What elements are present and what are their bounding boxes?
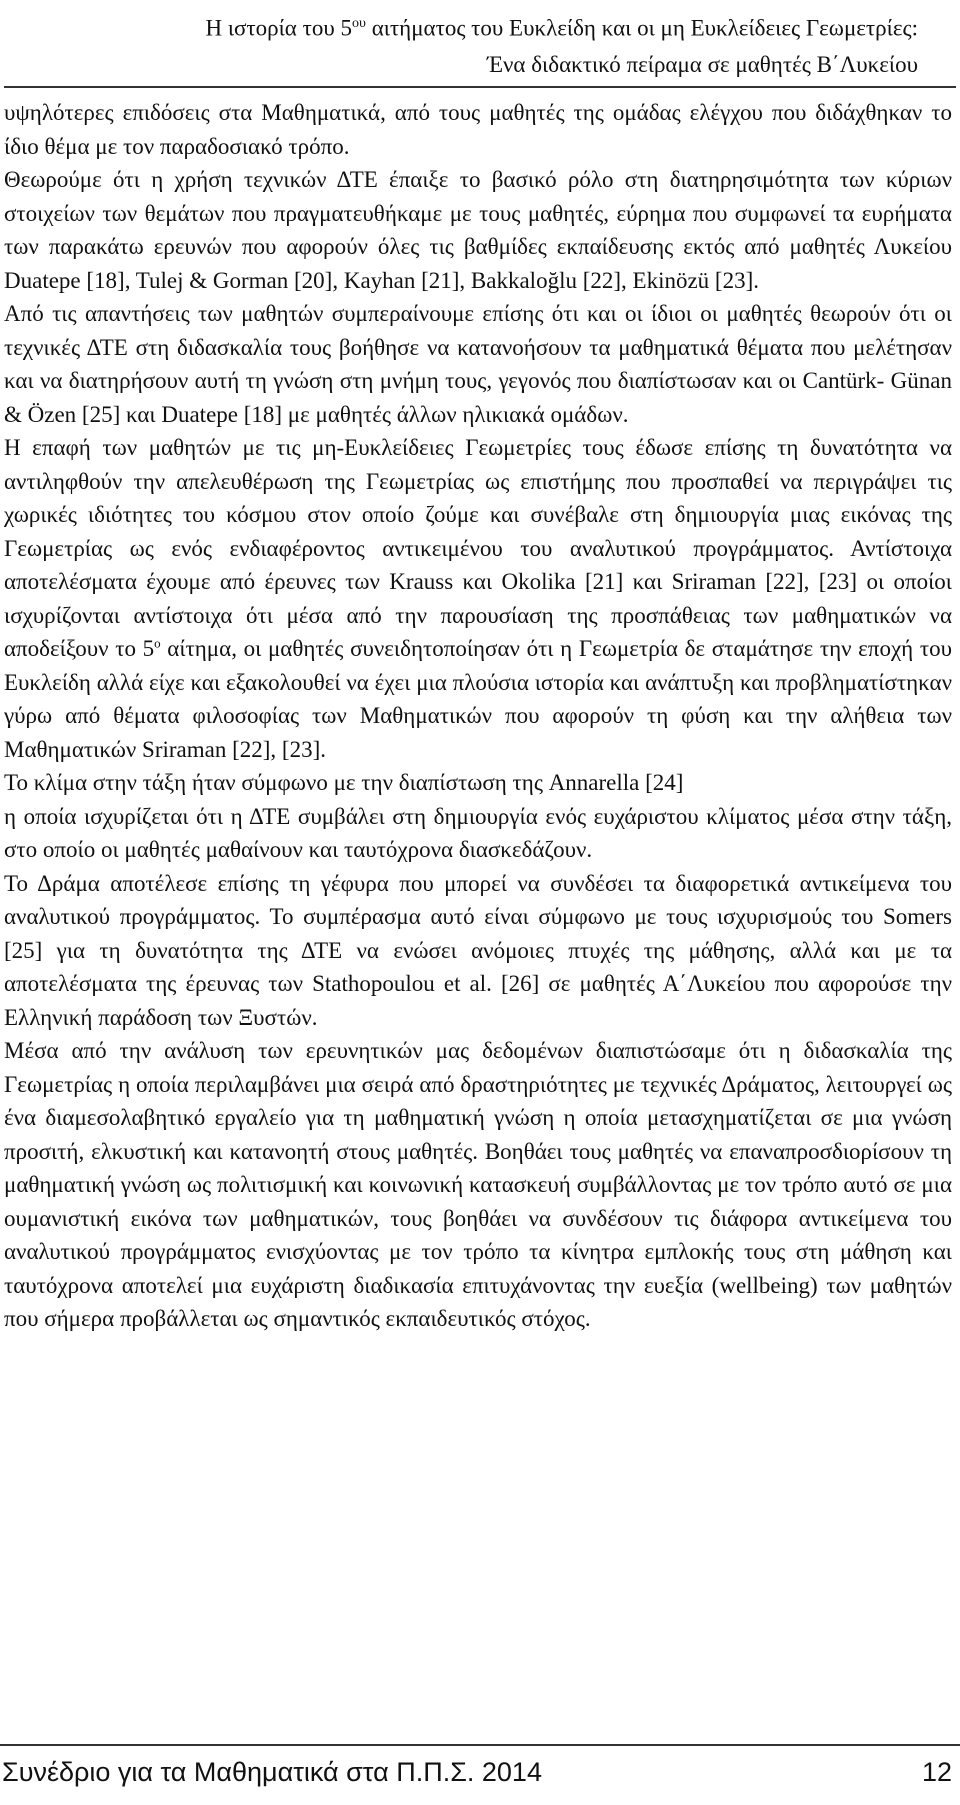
header-title-superscript: ου <box>352 16 366 31</box>
paragraph: υψηλότερες επιδόσεις στα Μαθηματικά, από τους μαθητές της ομάδας ελέγχου που διδάχθηκαν το ίδιο θέμα με τον παραδοσιακό τρόπο. <box>4 100 952 159</box>
document-body <box>4 96 952 1336</box>
header-title <box>20 6 918 47</box>
header-title-text-cont: αιτήματος του Ευκλείδη και οι μη Ευκλείδειες Γεωμετρίες: <box>365 15 918 41</box>
paragraph-text: η οποία ισχυρίζεται ότι η ΔΤΕ συμβάλει στη δημιουργία ενός ευχάριστου κλίματος μέσα στην τάξη, στο οποίο οι μαθητές μαθαίνουν και ταυτόχρονα διασκεδάζουν. <box>4 803 952 862</box>
paragraph <box>4 766 952 867</box>
page-number: 12 <box>921 1757 952 1787</box>
paragraph: Μέσα από την ανάλυση των ερευνητικών μας δεδομένων διαπιστώσαμε ότι η διδασκαλία της Γεωμετρίας η οποία περιλαμβάνει μια σειρά από δραστηριότητες με τεχνικές Δράματος, λειτουργεί ως ένα διαμεσολαβητικό εργαλείο για τη μαθηματική γνώση η οποία μετασχηματίζεται σε μια γνώση προσιτή, ελκυστική και κατανοητή στους μαθητές. Βοηθάει τους μαθητές να επαναπροσδιορίσουν τη μαθηματική γνώση ως πολιτισμική και κοινωνική κατασκευή συμβάλλοντας με τον τρόπο αυτό σε μια ουμανιστική εικόνα των μαθηματικών, τους βοηθάει να συνδέσουν τις διάφορα αντικείμενα του αναλυτικού προγράμματος ενισχύοντας με τον τρόπο τα κίνητρα εμπλοκής τους στη μάθηση και ταυτόχρονα αποτελεί μια ευχάριστη διαδικασία επιτυχάνοντας την ευεξία (wellbeing) των μαθητών που σήμερα προβάλλεται ως σημαντικός εκπαιδευτικός στόχος. <box>4 1038 952 1331</box>
header-divider <box>4 86 956 88</box>
paragraph: Από τις απαντήσεις των μαθητών συμπεραίνουμε επίσης ότι και οι ίδιοι οι μαθητές θεωρούν ότι οι τεχνικές ΔΤΕ στη διδασκαλία τους βοήθησε να κατανοήσουν τα μαθηματικά θέματα που μελέτησαν και να διατηρήσουν αυτή τη γνώση στη μνήμη τους, γεγονός που διαπίστωσαν και οι Cantürk- Günan & Özen [25] και Duatepe [18] με μαθητές άλλων ηλικιακά ομάδων. <box>4 301 952 427</box>
paragraph: Θεωρούμε ότι η χρήση τεχνικών ΔΤΕ έπαιξε το βασικό ρόλο στη διατηρησιμότητα των κύριων στοιχείων των θεμάτων που πραγματευθήκαμε με τους μαθητές, εύρημα που συμφωνεί τα ευρήματα των παρακάτω ερευνών που αφορούν όλες τις βαθμίδες εκπαίδευσης εκτός από μαθητές Λυκείου Duatepe [18], Tulej & Gorman [20], Kayhan [21], Bakkaloğlu [22], Ekinözü [23]. <box>4 167 952 293</box>
paragraph-first-line: Το κλίμα στην τάξη ήταν σύμφωνο με την διαπίστωση της Annarella [24] <box>4 770 684 795</box>
footer-title: Συνέδριο για τα Μαθηματικά στα Π.Π.Σ. 2014 <box>2 1757 542 1787</box>
paragraph-text: Η επαφή των μαθητών με τις μη-Ευκλείδειες Γεωμετρίες τους έδωσε επίσης τη δυνατότητα να αντιληφθούν την απελευθέρωση της Γεωμετρίας ως επιστήμης που προσπαθεί να περιγράψει τις χωρικές ιδιότητες του κόσμου στον οποίο ζούμε και συνέβαλε στη δημιουργία μιας εικόνας της Γεωμετρίας ως ενός ενδιαφέροντος αντικειμένου του αναλυτικού προγράμματος. Αντίστοιχα αποτελέσματα έχουμε από έρευνες των Krauss και Okolika [21] και Sriraman [22], [23] οι οποίοι ισχυρίζονται αντίστοιχα ότι μέσα από την παρουσίαση της προσπάθειας των μαθηματικών να αποδείξουν το 5 <box>4 435 952 661</box>
footer-divider <box>0 1744 960 1746</box>
header-title-text: Η ιστορία του 5 <box>205 15 352 41</box>
paragraph-text: αίτημα, οι μαθητές συνειδητοποίησαν ότι η Γεωμετρία δε σταμάτησε την εποχή του Ευκλείδη αλλά είχε και εξακολουθεί να έχει μια πλούσια ιστορία και ανάπτυξη και προβληματίστηκαν γύρω από θέματα φιλοσοφίας των Μαθηματικών που αφορούν τη φύση και την αλήθεια των Μαθηματικών Sriraman [22], [23]. <box>4 636 952 762</box>
paragraph: Το Δράμα αποτέλεσε επίσης τη γέφυρα που μπορεί να συνδέσει τα διαφορετικά αντικείμενα του αναλυτικού προγράμματος. Το συμπέρασμα αυτό είναι σύμφωνο με τους ισχυρισμούς του Somers [25] για τη δυνατότητα της ΔΤΕ να ενώσει ανόμοιες πτυχές της μάθησης, αλλά και με τα αποτελέσματα της έρευνας των Stathopoulou et al. [26] σε μαθητές Α΄Λυκείου που αφορούσε την Ελληνική παράδοση των Ξυστών. <box>4 870 952 1030</box>
paragraph-superscript: ο <box>154 635 161 651</box>
running-header <box>20 6 918 83</box>
header-subtitle: Ένα διδακτικό πείραμα σε μαθητές Β΄Λυκείου <box>487 51 918 77</box>
paragraph <box>4 431 952 766</box>
